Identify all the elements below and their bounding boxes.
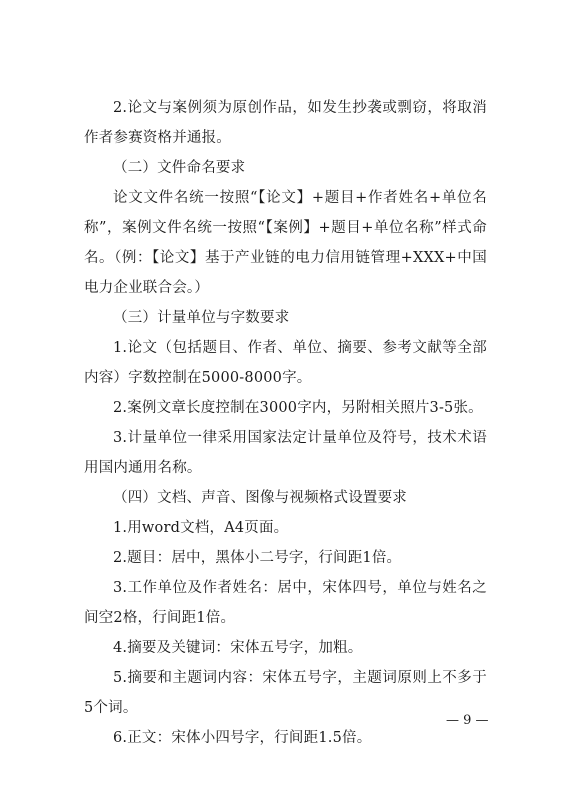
paragraph-originality: 2.论文与案例须为原创作品，如发生抄袭或剽窃，将取消作者参赛资格并通报。	[84, 100, 487, 146]
paragraph-format-body: 6.正文：宋体小四号字，行间距1.5倍。	[113, 730, 372, 746]
paragraph-case-length: 2.案例文章长度控制在3000字内，另附相关照片3-5张。	[113, 400, 483, 416]
page-number: — 9 —	[446, 713, 489, 728]
paragraph-file-naming: 论文文件名统一按照“【论文】+题目+作者姓名+单位名称”，案例文件名统一按照“【案例】+题目+单位名称”样式命名。（例：【论文】基于产业链的电力信用链管理+XXX+中国电力企业联合会。）	[84, 190, 487, 296]
heading-file-naming: （二）文件命名要求	[113, 160, 246, 176]
paragraph-units: 3.计量单位一律采用国家法定计量单位及符号，技术术语用国内通用名称。	[84, 430, 487, 476]
document-body	[84, 93, 487, 753]
heading-units-wordcount: （三）计量单位与字数要求	[113, 310, 290, 326]
paragraph-format-abstract: 4.摘要及关键词：宋体五号字，加粗。	[113, 640, 363, 656]
paragraph-paper-wordcount: 1.论文（包括题目、作者、单位、摘要、参考文献等全部内容）字数控制在5000-8000字。	[84, 340, 487, 386]
paragraph-format-author: 3.工作单位及作者姓名：居中，宋体四号，单位与姓名之间空2格，行间距1倍。	[84, 580, 487, 626]
paragraph-format-keywords: 5.摘要和主题词内容：宋体五号字，主题词原则上不多于5个词。	[84, 670, 487, 716]
paragraph-format-title: 2.题目：居中，黑体小二号字，行间距1倍。	[113, 550, 402, 566]
heading-format-settings: （四）文档、声音、图像与视频格式设置要求	[113, 490, 407, 506]
paragraph-format-word: 1.用word文档，A4页面。	[113, 520, 289, 536]
